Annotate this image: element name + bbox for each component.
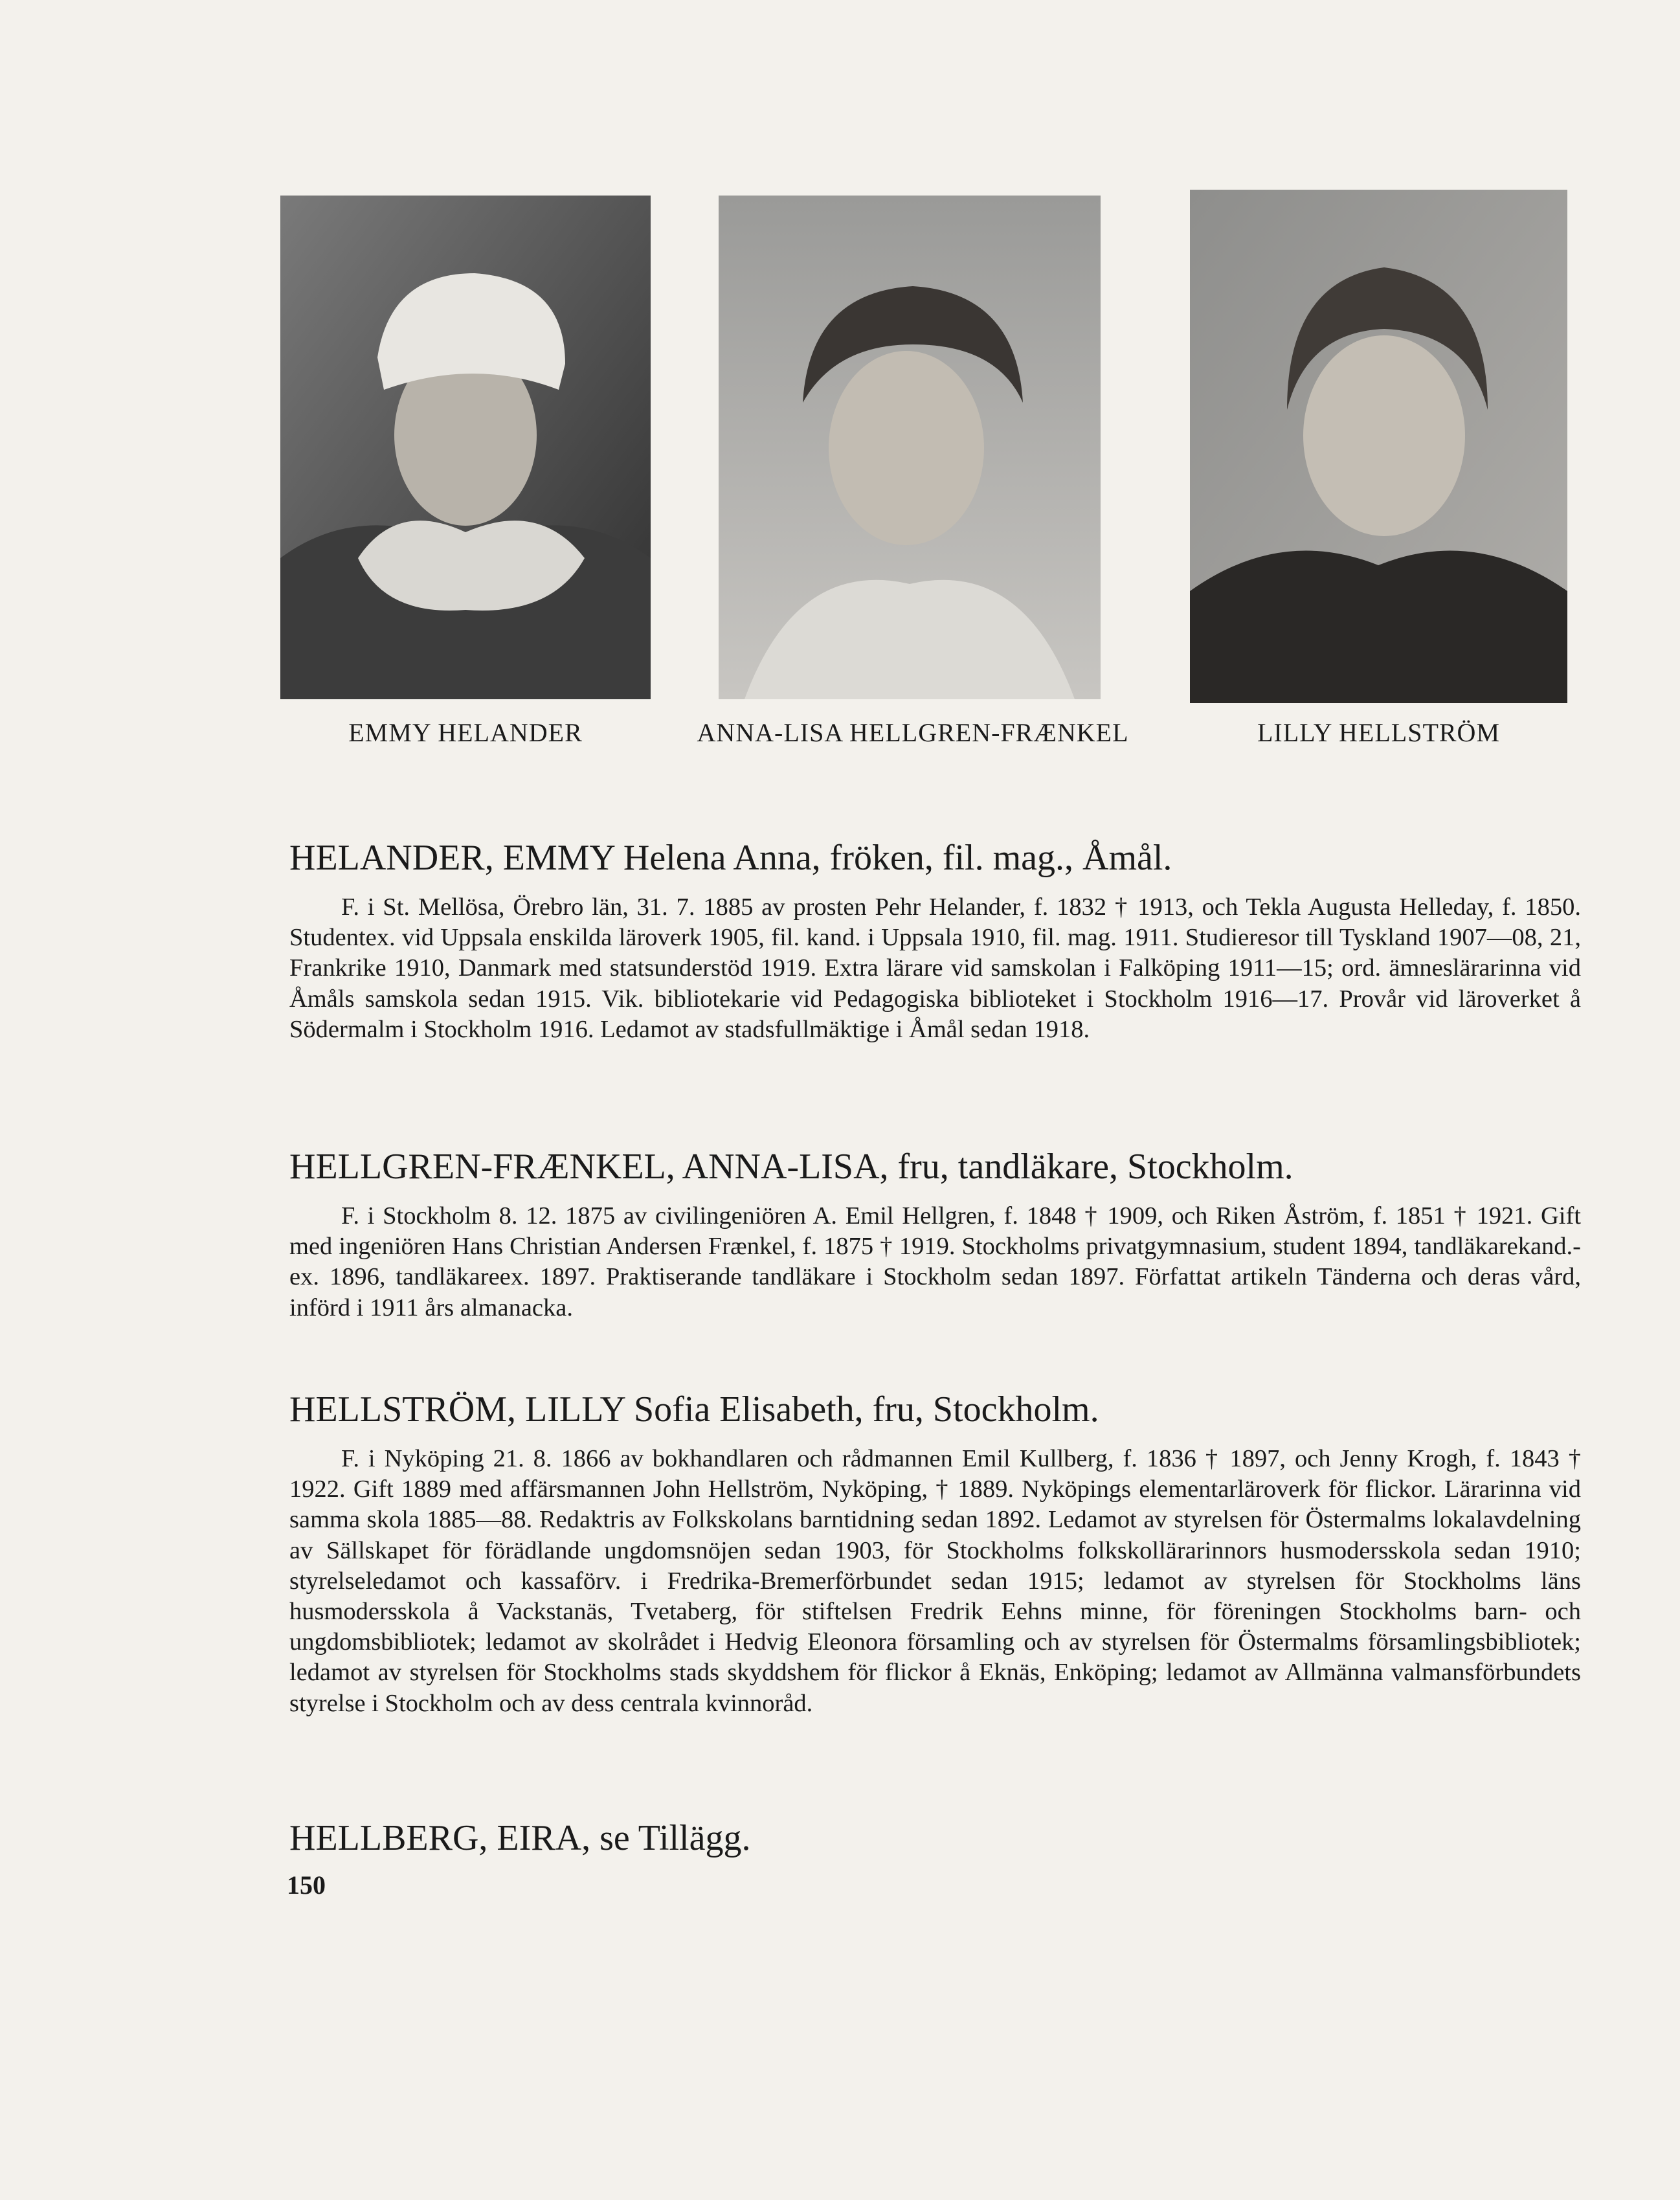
- photo-caption: ANNA-LISA HELLGREN-FRÆNKEL: [697, 718, 1129, 747]
- entry-heading: HELANDER, EMMY Helena Anna, fröken, fil. mag., Åmål.: [289, 838, 1172, 878]
- entry-body: F. i Nyköping 21. 8. 1866 av bokhandlaren och rådmannen Emil Kullberg, f. 1836 † 1897, och Jenny Krogh, f. 1843 † 1922. Gift 1889 med affärsmannen John Hellström, Nyköping, † 1889. Nyköpings elementarläroverk för flickor. Lärarinna vid samma skola 1885—88. Redaktris av Folkskolans barntidning sedan 1892. Ledamot av styrelsen för Östermalms lokalavdelning av Sällskapet för förädlande ungdomsnöjen sedan 1903, för Stockholms folkskollärarinnors husmodersskola sedan 1910; styrelseledamot och kassaförv. i Fredrika-Bremerförbundet sedan 1915; ledamot av styrelsen för Stockholms läns husmodersskola å Vackstanäs, Tvetaberg, för stiftelsen Fredrik Eehns minne, för föreningen Stockholms barn- och ungdomsbibliotek; ledamot av skolrådet i Hedvig Eleonora församling och av styrelsen för Östermalms församlingsbibliotek; ledamot av styrelsen för Stockholms stads skyddshem för flickor å Eknäs, Enköping; ledamot av Allmänna valmansförbundets styrelse i Stockholm och av dess centrala kvinnoråd.: [289, 1445, 1581, 1717]
- portrait-image: [1190, 190, 1567, 703]
- biography-entry: [289, 835, 1581, 1045]
- entry-body: F. i Stockholm 8. 12. 1875 av civilingeniören A. Emil Hellgren, f. 1848 † 1909, och Riken Åström, f. 1851 † 1921. Gift med ingeniören Hans Christian Andersen Frænkel, f. 1875 † 1919. Stockholms privatgymnasium, student 1894, tandläkarekand.-ex. 1896, tandläkareex. 1897. Praktiserande tandläkare i Stockholm sedan 1897. Författat artikeln Tänderna och deras vård, införd i 1911 års almanacka.: [289, 1202, 1581, 1321]
- entry-heading: HELLBERG, EIRA, se Tillägg.: [289, 1818, 751, 1858]
- entry-heading: HELLGREN-FRÆNKEL, ANNA-LISA, fru, tandläkare, Stockholm.: [289, 1147, 1294, 1187]
- portrait-image: [280, 196, 651, 699]
- entry-heading: HELLSTRÖM, LILLY Sofia Elisabeth, fru, Stockholm.: [289, 1389, 1099, 1430]
- portrait-image: [719, 196, 1101, 699]
- photo-caption: LILLY HELLSTRÖM: [1257, 718, 1501, 747]
- biography-entry: [289, 1144, 1581, 1323]
- photo-caption: EMMY HELANDER: [348, 718, 583, 747]
- portrait-photo-lilly-hellstrom: [1190, 190, 1567, 703]
- biography-entry: [289, 1387, 1581, 1719]
- page-number: 150: [287, 1870, 326, 1900]
- portrait-photo-emmy-helander: [280, 196, 651, 699]
- cross-reference-entry: [289, 1815, 1581, 1872]
- entry-body: F. i St. Mellösa, Örebro län, 31. 7. 1885 av prosten Pehr Helander, f. 1832 † 1913, och Tekla Augusta Helleday, f. 1850. Studentex. vid Uppsala enskilda läroverk 1905, fil. kand. i Uppsala 1910, fil. mag. 1911. Studieresor till Tyskland 1907—08, 21, Frankrike 1910, Danmark med statsunderstöd 1919. Extra lärare vid samskolan i Falköping 1911—15; ord. ämneslärarinna vid Åmåls samskola sedan 1915. Vik. bibliotekarie vid Pedagogiska biblioteket i Stockholm 1916—17. Provår vid läroverket å Södermalm i Stockholm 1916. Ledamot av stadsfullmäktige i Åmål sedan 1918.: [289, 893, 1581, 1043]
- portrait-photo-anna-lisa-hellgren-fraenkel: [719, 196, 1101, 699]
